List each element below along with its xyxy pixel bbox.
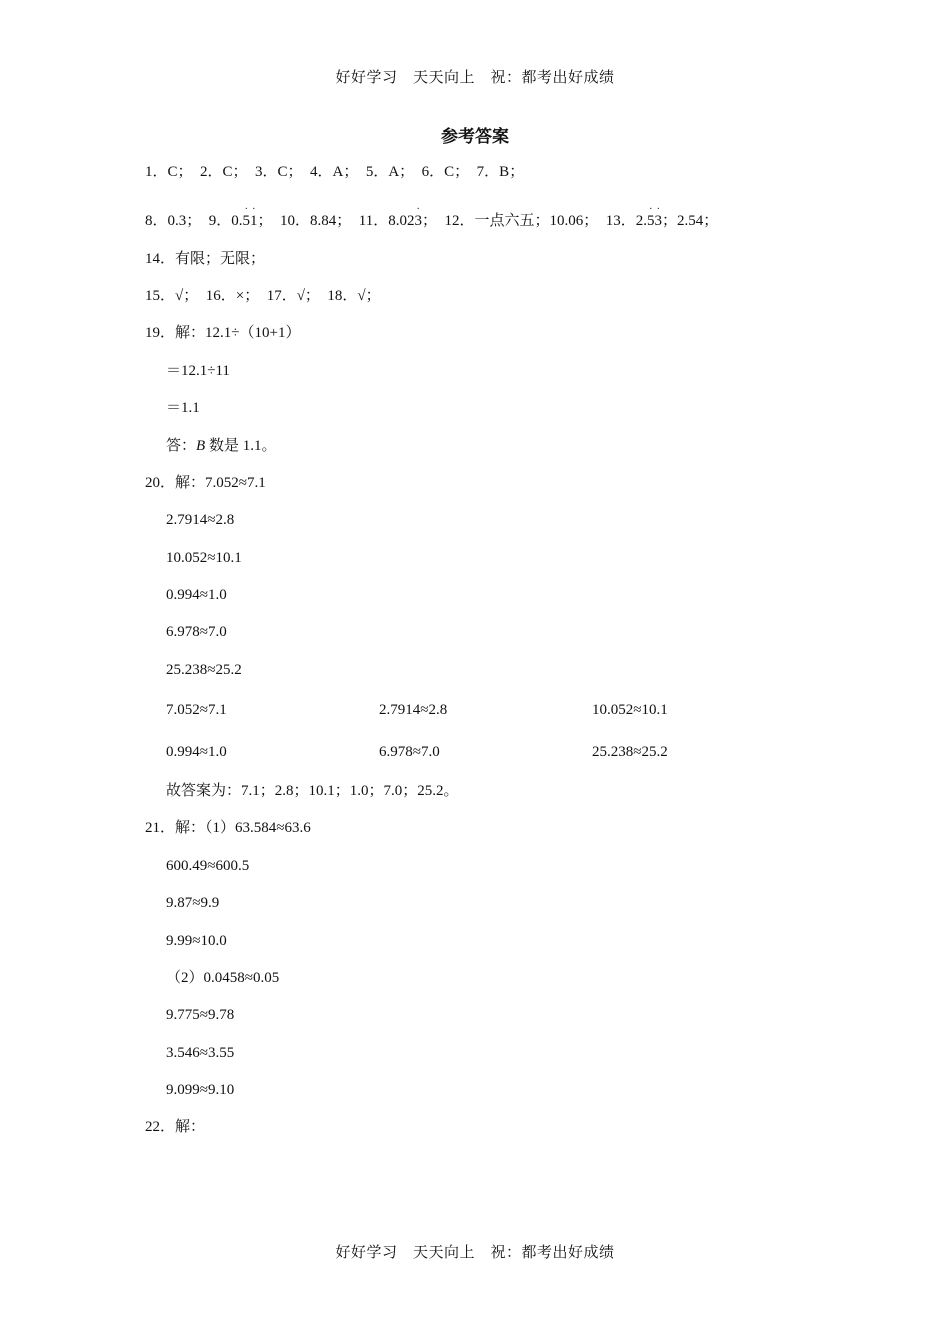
q20-line: 0.994≈1.0 xyxy=(166,587,227,603)
repeating-digit-9b: · 1 xyxy=(250,211,258,231)
q19-line-3: ＝1.1 xyxy=(166,400,200,416)
answers-1-7: 1．C； 2．C； 3．C； 4．A； 5．A； 6．C； 7．B； xyxy=(145,164,525,180)
q19-line-1: 19．解：12.1÷（10+1） xyxy=(145,325,301,341)
q20-line: 25.238≈25.2 xyxy=(166,662,242,678)
q19-answer xyxy=(166,436,276,456)
answers-8-13 xyxy=(145,211,718,231)
q21-line-1: 21．解：（1）63.584≈63.6 xyxy=(145,820,311,836)
q19-answer-suffix: 数是 1.1。 xyxy=(205,438,277,454)
answer-14: 14．有限；无限； xyxy=(145,251,266,267)
q19-line-2: ＝12.1÷11 xyxy=(166,363,230,379)
answers-10-11-text: ； 10．8.84； 11．8.02 xyxy=(257,213,415,229)
page-title: 参考答案 xyxy=(441,127,509,147)
answers-12-13-text: ； 12．一点六五；10.06； 13．2. xyxy=(421,213,647,229)
q20-line-1: 20．解：7.052≈7.1 xyxy=(145,475,266,491)
q20-line: 6.978≈7.0 xyxy=(166,624,227,640)
page-footer: 好好学习 天天向上 祝：都考出好成绩 xyxy=(335,1243,615,1261)
q19-answer-variable: B xyxy=(196,438,206,454)
q22-line-1: 22．解： xyxy=(145,1119,206,1135)
repeating-digit-13b: · 3 xyxy=(654,211,662,231)
q20-line: 10.052≈10.1 xyxy=(166,550,242,566)
answers-15-18: 15．√； 16．×； 17．√； 18．√； xyxy=(145,288,381,304)
repeating-digit-13a: · 5 xyxy=(647,211,655,231)
q20-grid-cell: 25.238≈25.2 xyxy=(592,744,668,760)
q20-grid-cell: 7.052≈7.1 xyxy=(166,702,227,718)
q20-line: 2.7914≈2.8 xyxy=(166,512,235,528)
q20-grid-cell: 6.978≈7.0 xyxy=(379,744,440,760)
q21-line: 600.49≈600.5 xyxy=(166,858,250,874)
q21-line: 9.87≈9.9 xyxy=(166,895,220,911)
q21-line: 3.546≈3.55 xyxy=(166,1045,235,1061)
repeating-digit-9a: · 5 xyxy=(243,211,251,231)
q21-line: 9.099≈9.10 xyxy=(166,1082,235,1098)
answers-8-9-text: 8．0.3； 9．0. xyxy=(145,213,243,229)
q20-grid-cell: 10.052≈10.1 xyxy=(592,702,668,718)
q19-answer-prefix: 答： xyxy=(166,438,197,454)
q20-answer: 故答案为：7.1；2.8；10.1；1.0；7.0；25.2。 xyxy=(166,783,459,799)
answers-13-tail: ；2.54； xyxy=(661,213,719,229)
q20-grid-cell: 2.7914≈2.8 xyxy=(379,702,448,718)
page-header: 好好学习 天天向上 祝：都考出好成绩 xyxy=(335,68,615,86)
q21-line: （2）0.0458≈0.05 xyxy=(166,970,280,986)
repeating-digit-11: · 3 xyxy=(414,211,422,231)
q21-line: 9.99≈10.0 xyxy=(166,933,227,949)
q21-line: 9.775≈9.78 xyxy=(166,1007,235,1023)
q20-grid-cell: 0.994≈1.0 xyxy=(166,744,227,760)
